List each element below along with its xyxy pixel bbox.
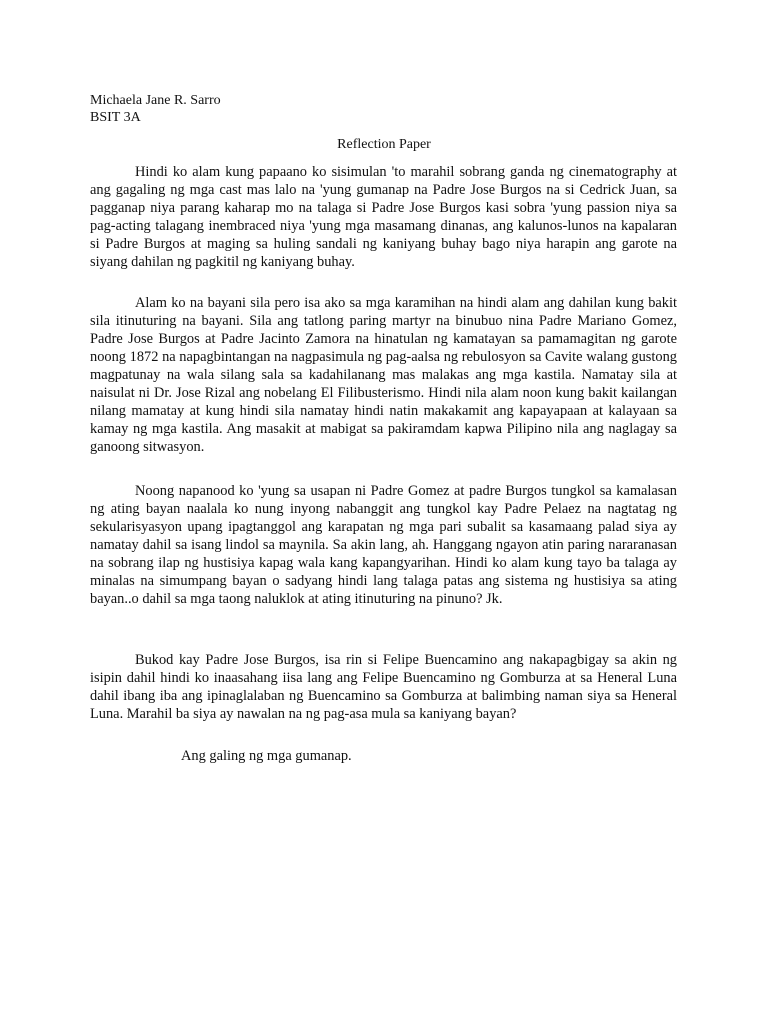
closing-line: Ang galing ng mga gumanap. <box>181 748 352 764</box>
document-title: Reflection Paper <box>337 137 431 152</box>
paragraph-4: Bukod kay Padre Jose Burgos, isa rin si Felipe Buencamino ang nakapagbigay sa akin ng isipin dahil hindi ko inaasahang iisa lang ang Felipe Buencamino ng Gomburza at sa Heneral Luna dahil ibang iba ang ipinaglalaban ng Buencamino sa Gomburza at balimbing naman siya sa Heneral Luna. Marahil ba siya ay nawalan na ng pag-asa mula sa kaniyang bayan? <box>90 652 677 722</box>
course-section: BSIT 3A <box>90 110 141 125</box>
paragraph-1: Hindi ko alam kung papaano ko sisimulan 'to marahil sobrang ganda ng cinematography at ang gagaling ng mga cast mas lalo na 'yung gumanap na Padre Jose Burgos na si Cedrick Juan, sa pagganap niya parang kaharap mo na talaga si Padre Jose Burgos kasi sobra 'yung passion niya sa pag-acting talagang inembraced niya 'yung mga masamang dinanas, ang kalunos-lunos na kapalaran si Padre Burgos at maging sa huling sandali ng kaniyang buhay bago niya harapin ang garote na siyang dahilan ng pagkitil ng kaniyang buhay. <box>90 164 677 270</box>
author-name: Michaela Jane R. Sarro <box>90 93 221 108</box>
paragraph-3: Noong napanood ko 'yung sa usapan ni Padre Gomez at padre Burgos tungkol sa kamalasan ng ating bayan naalala ko nung inyong nabanggit ang tungkol kay Padre Pelaez na nagtatag ng sekularisyasyon upang ipagtanggol ang karapatan ng mga pari subalit sa kasamaang palad siya ay namatay dahil sa isang lindol sa maynila. Sa akin lang, ah. Hanggang ngayon atin paring nararanasan na sobrang ilap ng hustisiya kapag wala kang kapangyarihan. Hindi ko alam kung tayo ba talaga ay minalas na simumpang bayan o sadyang hindi lang talaga patas ang sistema ng hustisiya sa ating bayan..o dahil sa mga taong naluklok at ating itinuturing na pinuno? Jk. <box>90 483 677 607</box>
paragraph-2: Alam ko na bayani sila pero isa ako sa mga karamihan na hindi alam ang dahilan kung bakit sila itinuturing na bayani. Sila ang tatlong paring martyr na binubuo nina Padre Mariano Gomez, Padre Jose Burgos at Padre Jacinto Zamora na hinatulan ng kamatayan sa pamamagitan ng garote noong 1872 na napagbintangan na nagpasimula ng pag-aalsa ng rebulosyon sa Cavite walang gustong magpatunay na wala silang sala sa kadahilanang mas malakas ang mga kastila. Namatay sila at naisulat ni Dr. Jose Rizal ang nobelang El Filibusterismo. Hindi nila alam noon kung bakit kailangan nilang mamatay at kung hindi sila namatay hindi natin makakamit ang kapayapaan at kalayaan sa kamay ng mga kastila. Ang masakit at mabigat sa pakiramdam kapwa Pilipino nila ang naglagay sa ganoong sitwasyon. <box>90 295 677 455</box>
